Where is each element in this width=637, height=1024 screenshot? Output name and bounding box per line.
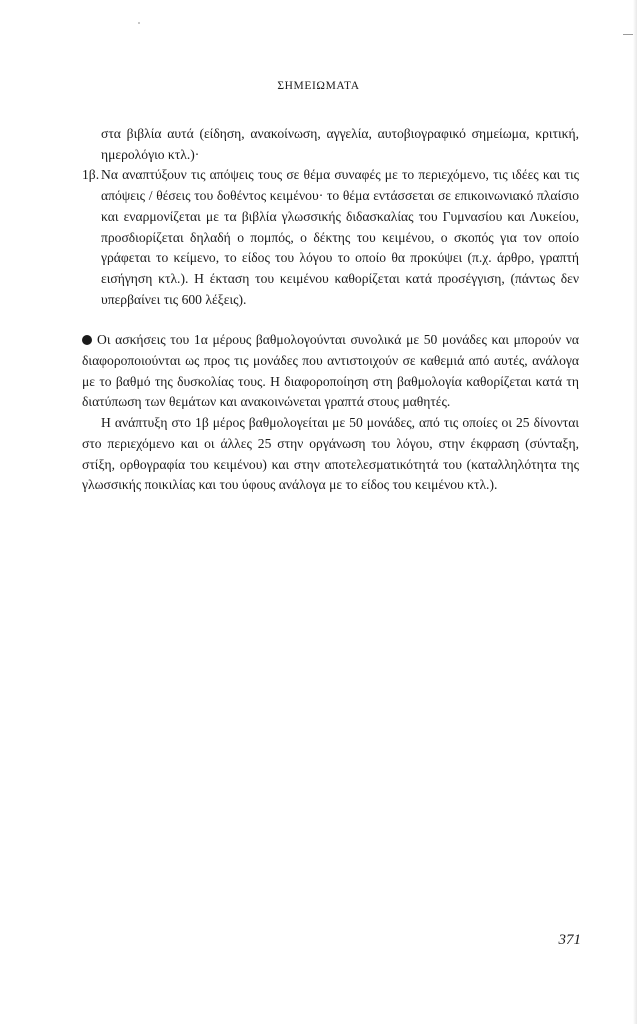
bullet-paragraph-text: Οι ασκήσεις του 1α μέρους βαθμολογούνται συνολικά με 50 μονάδες και μπορούν να διαφοροποιούνται ως προς τις μονάδες που αντιστοιχούν σε καθεμιά από αυτές, ανάλογα με το βαθμό της δυσκολίας τους. Η διαφοροποίηση στη βαθμολογία καθορίζεται κατά τη διατύπωση των θεμάτων και ανακοινώνεται γραπτά στους μαθητές. bbox=[82, 332, 579, 410]
corner-scan-mark bbox=[623, 34, 633, 35]
continued-list-item: στα βιβλία αυτά (είδηση, ανακοίνωση, αγγελία, αυτοβιογραφικό σημείωμα, κριτική, ημερολόγιο κτλ.)· bbox=[101, 126, 579, 162]
bullet-icon bbox=[82, 335, 92, 345]
paragraph-gap bbox=[82, 310, 579, 330]
list-item-text: Να αναπτύξουν τις απόψεις τους σε θέμα συναφές με το περιεχόμενο, τις ιδέες και τις απόψεις / θέσεις του δοθέντος κειμένου· το θέμα εντάσσεται σε επικοινωνιακό πλαίσιο και εναρμονίζεται με τα βιβλία γλωσσικής διδασκαλίας του Γυμνασίου και Λυκείου, προσδιορίζεται δηλαδή ο πομπός, ο δέκτης του κειμένου, ο σκοπός για τον οποίο γράφεται το κείμενο, το είδος του λόγου το οποίο θα προκύψει (π.χ. άρθρο, γραπτή εισήγηση κτλ.). Η έκταση του κειμένου καθορίζεται κατά προσέγγιση, (πάντως δεν υπερβαίνει τις 600 λέξεις). bbox=[101, 167, 579, 307]
page-edge-shadow bbox=[633, 0, 637, 1024]
list-item-number: 1β. bbox=[82, 167, 100, 183]
scoring-paragraph: Η ανάπτυξη στο 1β μέρος βαθμολογείται με 50 μονάδες, από τις οποίες οι 25 δίνονται στο περιεχόμενο και οι άλλες 25 στην οργάνωση του λόγου, στην έκφραση (σύνταξη, στίξη, ορθογραφία του κειμένου) και στην αποτελεσματικότητά του (καταλληλότητα της γλωσσικής ποικιλίας και του ύφους ανάλογα με το είδος του κειμένου κτλ.). bbox=[82, 415, 579, 493]
body-text bbox=[82, 124, 579, 496]
scan-speck bbox=[138, 22, 140, 24]
running-header: ΣΗΜΕΙΩΜΑΤΑ bbox=[277, 80, 360, 92]
page-number: 371 bbox=[558, 932, 581, 948]
bullet-paragraph bbox=[82, 330, 579, 413]
list-item-1b bbox=[82, 165, 579, 310]
